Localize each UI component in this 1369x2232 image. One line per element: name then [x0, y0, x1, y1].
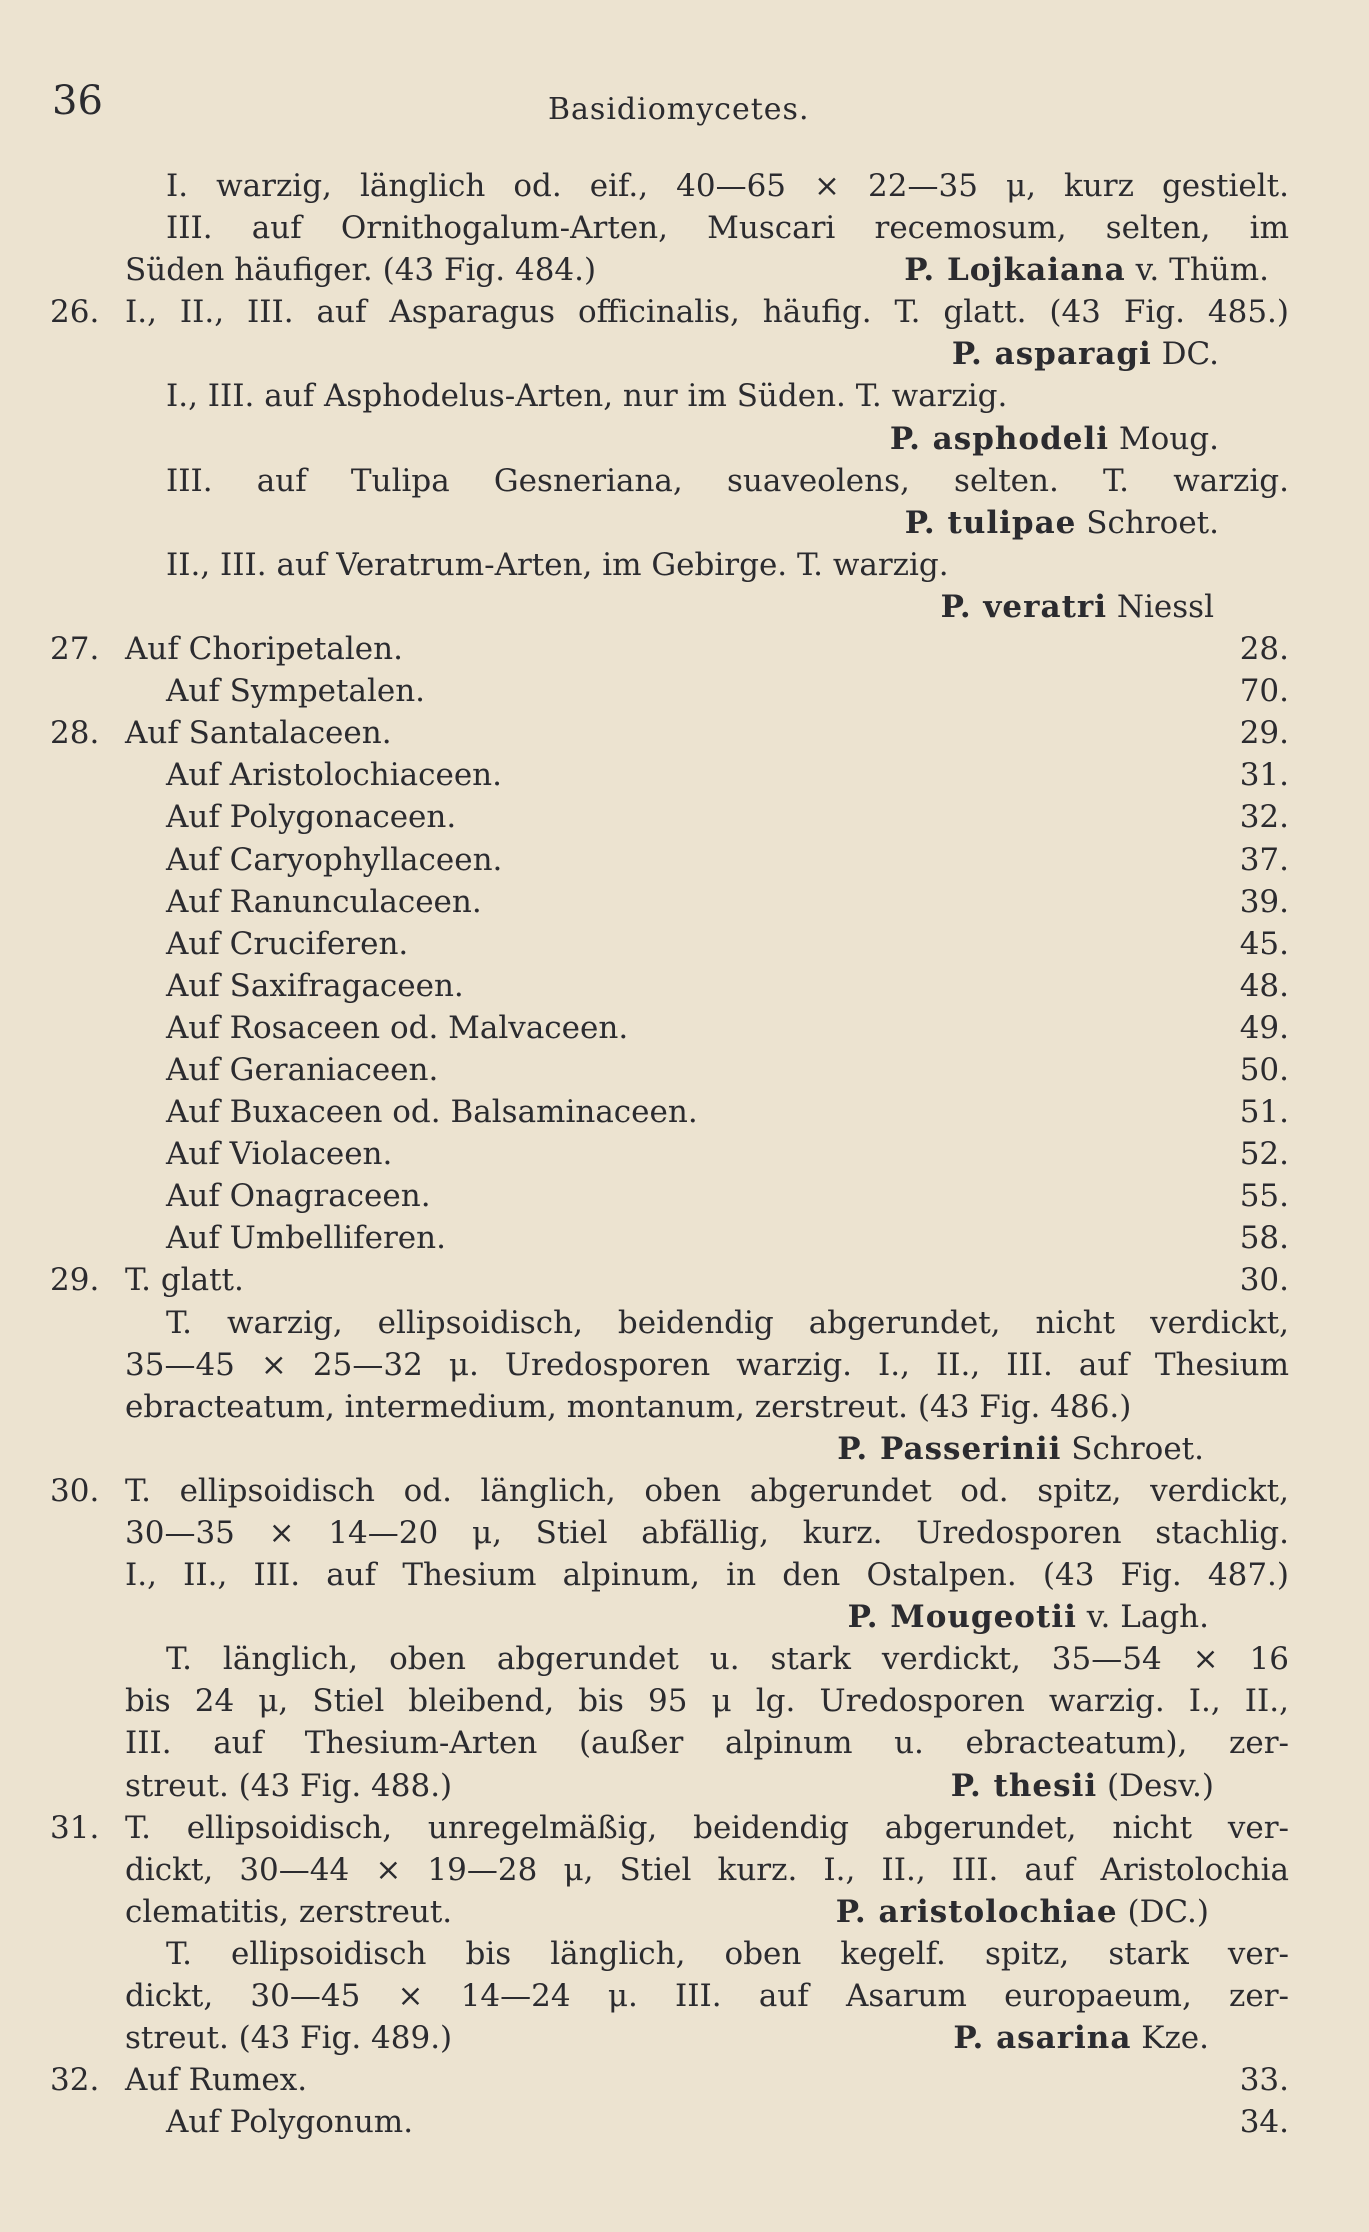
line-text: dickt, 30—45 × 14—24 μ. III. auf Asarum europaeum, zer- [125, 1978, 1289, 2015]
reference-number: 52. [1239, 1136, 1289, 1173]
line-text: streut. (43 Fig. 488.) [125, 1767, 453, 1804]
reference-number: 51. [1239, 1094, 1289, 1131]
line-text: Auf Polygonaceen. [166, 799, 457, 836]
line-text: Auf Geraniaceen. [166, 1051, 439, 1088]
species-name: P. Lojkaiana v. Thüm. [904, 252, 1269, 289]
line-text: T. ellipsoidisch bis länglich, oben kegelf. spitz, stark ver- [166, 1935, 1289, 1972]
text-line [0, 1975, 1369, 2017]
line-text: Auf Ranunculaceen. [166, 883, 482, 920]
text-line [0, 1386, 1369, 1428]
line-text: I., III. auf Asphodelus-Arten, nur im Süden. T. warzig. [166, 378, 1008, 415]
line-text: T. ellipsoidisch od. länglich, oben abgerundet od. spitz, verdickt, [125, 1472, 1289, 1509]
text-line [0, 2017, 1369, 2059]
line-text: dickt, 30—44 × 19—28 μ, Stiel kurz. I., II., III. auf Aristolochia [125, 1851, 1289, 1888]
line-text: II., III. auf Veratrum-Arten, im Gebirge. T. warzig. [166, 546, 949, 583]
line-text: III. auf Ornithogalum-Arten, Muscari recemosum, selten, im [166, 210, 1289, 247]
species-name: P. asparagi DC. [951, 336, 1219, 373]
line-text: I., II., III. auf Thesium alpinum, in den Ostalpen. (43 Fig. 487.) [125, 1557, 1289, 1594]
line-text: III. auf Thesium-Arten (außer alpinum u. ebracteatum), zer- [125, 1725, 1289, 1762]
line-text: Auf Santalaceen. [125, 715, 392, 752]
line-text: Süden häufiger. (43 Fig. 484.) [125, 252, 597, 289]
text-line [0, 333, 1369, 375]
couplet-number: 29. [50, 1262, 100, 1299]
reference-number: 48. [1239, 967, 1289, 1004]
couplet-number: 32. [50, 2062, 100, 2099]
species-name: P. Mougeotii v. Lagh. [847, 1599, 1209, 1636]
key-couplet-line [0, 628, 1369, 670]
text-line [0, 670, 1369, 712]
text-line [0, 207, 1369, 249]
line-text: Auf Caryophyllaceen. [166, 841, 503, 878]
text-line [0, 2101, 1369, 2143]
line-text: I., II., III. auf Asparagus officinalis, häufig. T. glatt. (43 Fig. 485.) [125, 294, 1289, 331]
line-text: bis 24 μ, Stiel bleibend, bis 95 μ lg. Uredosporen warzig. I., II., [125, 1683, 1289, 1720]
text-line [0, 418, 1369, 460]
text-line [0, 249, 1369, 291]
text-line [0, 460, 1369, 502]
reference-number: 31. [1239, 757, 1289, 794]
text-line [0, 923, 1369, 965]
couplet-number: 27. [50, 631, 100, 668]
text-line [0, 165, 1369, 207]
line-text: III. auf Tulipa Gesneriana, suaveolens, selten. T. warzig. [166, 462, 1289, 499]
species-name: P. asarina Kze. [953, 2020, 1209, 2057]
line-text: I. warzig, länglich od. eif., 40—65 × 22—35 μ, kurz gestielt. [166, 168, 1289, 204]
species-name: P. thesii (Desv.) [950, 1767, 1214, 1804]
reference-number: 32. [1239, 799, 1289, 836]
key-couplet-line [0, 291, 1369, 333]
text-line [0, 1007, 1369, 1049]
text-line [0, 1933, 1369, 1975]
text-line [0, 839, 1369, 881]
species-name: P. Passerinii Schroet. [837, 1430, 1204, 1467]
key-couplet-line [0, 2059, 1369, 2101]
line-text: Auf Aristolochiaceen. [166, 757, 503, 794]
reference-number: 29. [1239, 715, 1289, 752]
text-line [0, 502, 1369, 544]
reference-number: 50. [1239, 1051, 1289, 1088]
text-line [0, 1554, 1369, 1596]
reference-number: 30. [1239, 1262, 1289, 1299]
text-line [0, 1302, 1369, 1344]
line-text: Auf Polygonum. [166, 2104, 414, 2141]
key-couplet-line [0, 1807, 1369, 1849]
key-text [0, 165, 1369, 2143]
text-line [0, 754, 1369, 796]
page-number: 36 [52, 78, 103, 124]
reference-number: 34. [1239, 2104, 1289, 2141]
line-text: Auf Sympetalen. [166, 673, 426, 710]
text-line [0, 544, 1369, 586]
text-line [0, 1217, 1369, 1259]
text-line [0, 796, 1369, 838]
line-text: Auf Onagraceen. [166, 1178, 431, 1215]
text-line [0, 1596, 1369, 1638]
reference-number: 58. [1239, 1220, 1289, 1257]
species-name: P. veratri Niessl [940, 588, 1214, 625]
text-line [0, 1428, 1369, 1470]
line-text: ebracteatum, intermedium, montanum, zerstreut. (43 Fig. 486.) [125, 1388, 1132, 1425]
text-line [0, 1091, 1369, 1133]
species-name: P. aristolochiae (DC.) [835, 1893, 1209, 1930]
text-line [0, 1891, 1369, 1933]
line-text: Auf Saxifragaceen. [166, 967, 464, 1004]
line-text: T. glatt. [125, 1262, 244, 1299]
text-line [0, 375, 1369, 417]
species-name: P. asphodeli Moug. [889, 420, 1219, 457]
reference-number: 33. [1239, 2062, 1289, 2099]
reference-number: 28. [1239, 631, 1289, 668]
line-text: Auf Violaceen. [166, 1136, 393, 1173]
text-line [0, 1049, 1369, 1091]
text-line [0, 1344, 1369, 1386]
reference-number: 45. [1239, 925, 1289, 962]
line-text: Auf Choripetalen. [125, 631, 403, 668]
couplet-number: 30. [50, 1472, 100, 1509]
line-text: T. warzig, ellipsoidisch, beidendig abgerundet, nicht verdickt, [166, 1304, 1289, 1341]
text-line [0, 1849, 1369, 1891]
reference-number: 49. [1239, 1009, 1289, 1046]
line-text: Auf Rosaceen od. Malvaceen. [166, 1009, 629, 1046]
line-text: streut. (43 Fig. 489.) [125, 2020, 453, 2057]
reference-number: 37. [1239, 841, 1289, 878]
reference-number: 39. [1239, 883, 1289, 920]
line-text: Auf Cruciferen. [166, 925, 409, 962]
text-line [0, 1175, 1369, 1217]
text-line [0, 1512, 1369, 1554]
line-text: Auf Buxaceen od. Balsaminaceen. [166, 1094, 698, 1131]
text-line [0, 965, 1369, 1007]
key-couplet-line [0, 712, 1369, 754]
line-text: T. länglich, oben abgerundet u. stark verdickt, 35—54 × 16 [166, 1641, 1289, 1678]
text-line [0, 1680, 1369, 1722]
couplet-number: 26. [50, 294, 100, 331]
line-text: T. ellipsoidisch, unregelmäßig, beidendig abgerundet, nicht ver- [125, 1809, 1289, 1846]
line-text: clematitis, zerstreut. [125, 1893, 453, 1930]
line-text: 30—35 × 14—20 μ, Stiel abfällig, kurz. Uredosporen stachlig. [125, 1515, 1289, 1551]
couplet-number: 28. [50, 715, 100, 752]
species-name: P. tulipae Schroet. [904, 504, 1219, 541]
line-text: Auf Rumex. [125, 2062, 308, 2099]
text-line [0, 586, 1369, 628]
text-line [0, 1765, 1369, 1807]
key-couplet-line [0, 1259, 1369, 1301]
line-text: Auf Umbelliferen. [166, 1220, 446, 1257]
text-line [0, 881, 1369, 923]
couplet-number: 31. [50, 1809, 100, 1846]
running-head: Basidiomycetes. [548, 92, 810, 127]
key-couplet-line [0, 1470, 1369, 1512]
text-line [0, 1133, 1369, 1175]
text-line [0, 1722, 1369, 1764]
text-line [0, 1638, 1369, 1680]
line-text: 35—45 × 25—32 μ. Uredosporen warzig. I., II., III. auf Thesium [125, 1346, 1289, 1383]
reference-number: 55. [1239, 1178, 1289, 1215]
reference-number: 70. [1239, 673, 1289, 710]
